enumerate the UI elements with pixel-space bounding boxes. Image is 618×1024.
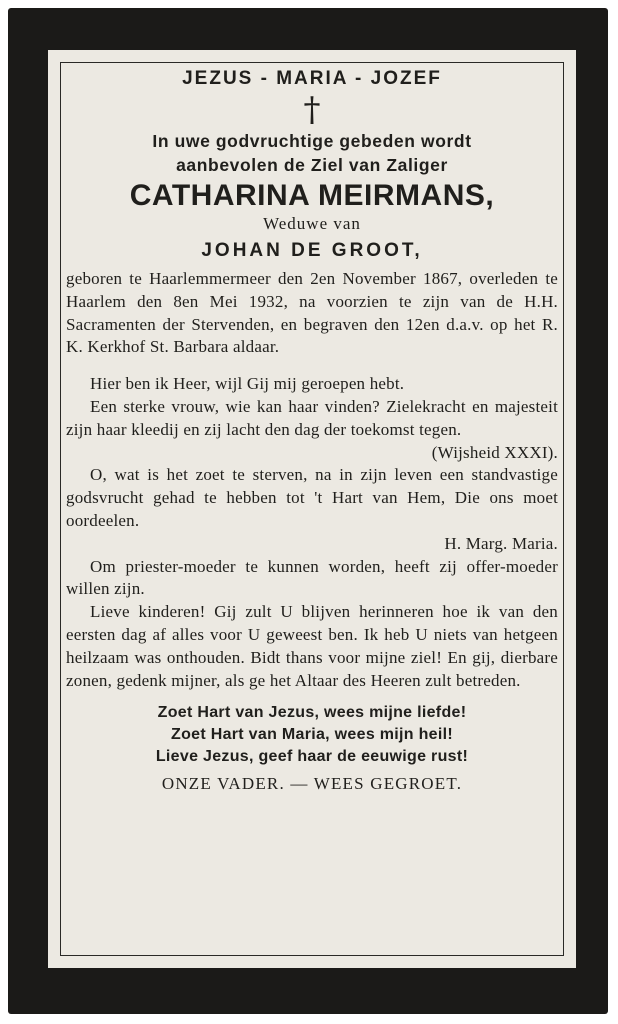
widow-of-label: Weduwe van [263,214,361,233]
prayers-block [66,702,558,768]
verse-4: Om priester-moeder te kunnen worden, heeft zij offer-moeder willen zijn. [66,556,558,599]
husband-name: JOHAN DE GROOT, [201,240,423,261]
verse-5: Lieve kinderen! Gij zult U blijven herinneren hoe ik van den eersten dag af alles voor U geweest ben. Ik heb U niets van hetgeen heilzaam was onthouden. Bidt thans voor mijne ziel! En gij, dierbare zonen, gedenk mijner, als ge het Altaar des Heeren zult betreden. [66,602,558,690]
intro-line-1: In uwe godvruchtige gebeden wordt [152,131,472,151]
card-paper [48,50,576,968]
verse-3: O, wat is het zoet te sterven, na in zijn leven een standvastige godsvrucht gehad te hebben tot 't Hart van Hem, Die ons moet oordeelen. [66,465,558,530]
prayer-line-3: Lieve Jezus, geef haar de eeuwige rust! [155,748,469,766]
verse-1: Hier ben ik Heer, wijl Gij mij geroepen hebt. [90,374,405,394]
prayer-line-1: Zoet Hart van Jezus, wees mijne liefde! [157,704,467,722]
memorial-card [8,8,608,1014]
prayer-line-2: Zoet Hart van Maria, wees mijn heil! [171,726,453,744]
verse-3-source: H. Marg. Maria. [444,533,558,553]
header-title: JEZUS - MARIA - JOZEF [182,68,442,89]
cross-icon: † [303,90,321,130]
verse-2-source: (Wijsheid XXXI). [431,442,558,462]
intro-line-2: aanbevolen de Ziel van Zaliger [176,155,448,175]
deceased-name: CATHARINA MEIRMANS, [129,179,495,212]
biography-text: geboren te Haarlemmermeer den 2en November 1867, overleden te Haarlem den 8en Mei 1932, na voorzien te zijn van de H.H. Sacramenten der Stervenden, en begraven den 12en d.a.v. op het R. K. Kerkhof St. Barbara aldaar. [66,269,558,357]
card-content [66,64,558,794]
verse-2: Een sterke vrouw, wie kan haar vinden? Zielekracht en majesteit zijn haar kleedij en zij lacht den dag der toekomst tegen. [66,396,558,439]
closing-prayers: ONZE VADER. — WEES GEGROET. [161,774,463,794]
